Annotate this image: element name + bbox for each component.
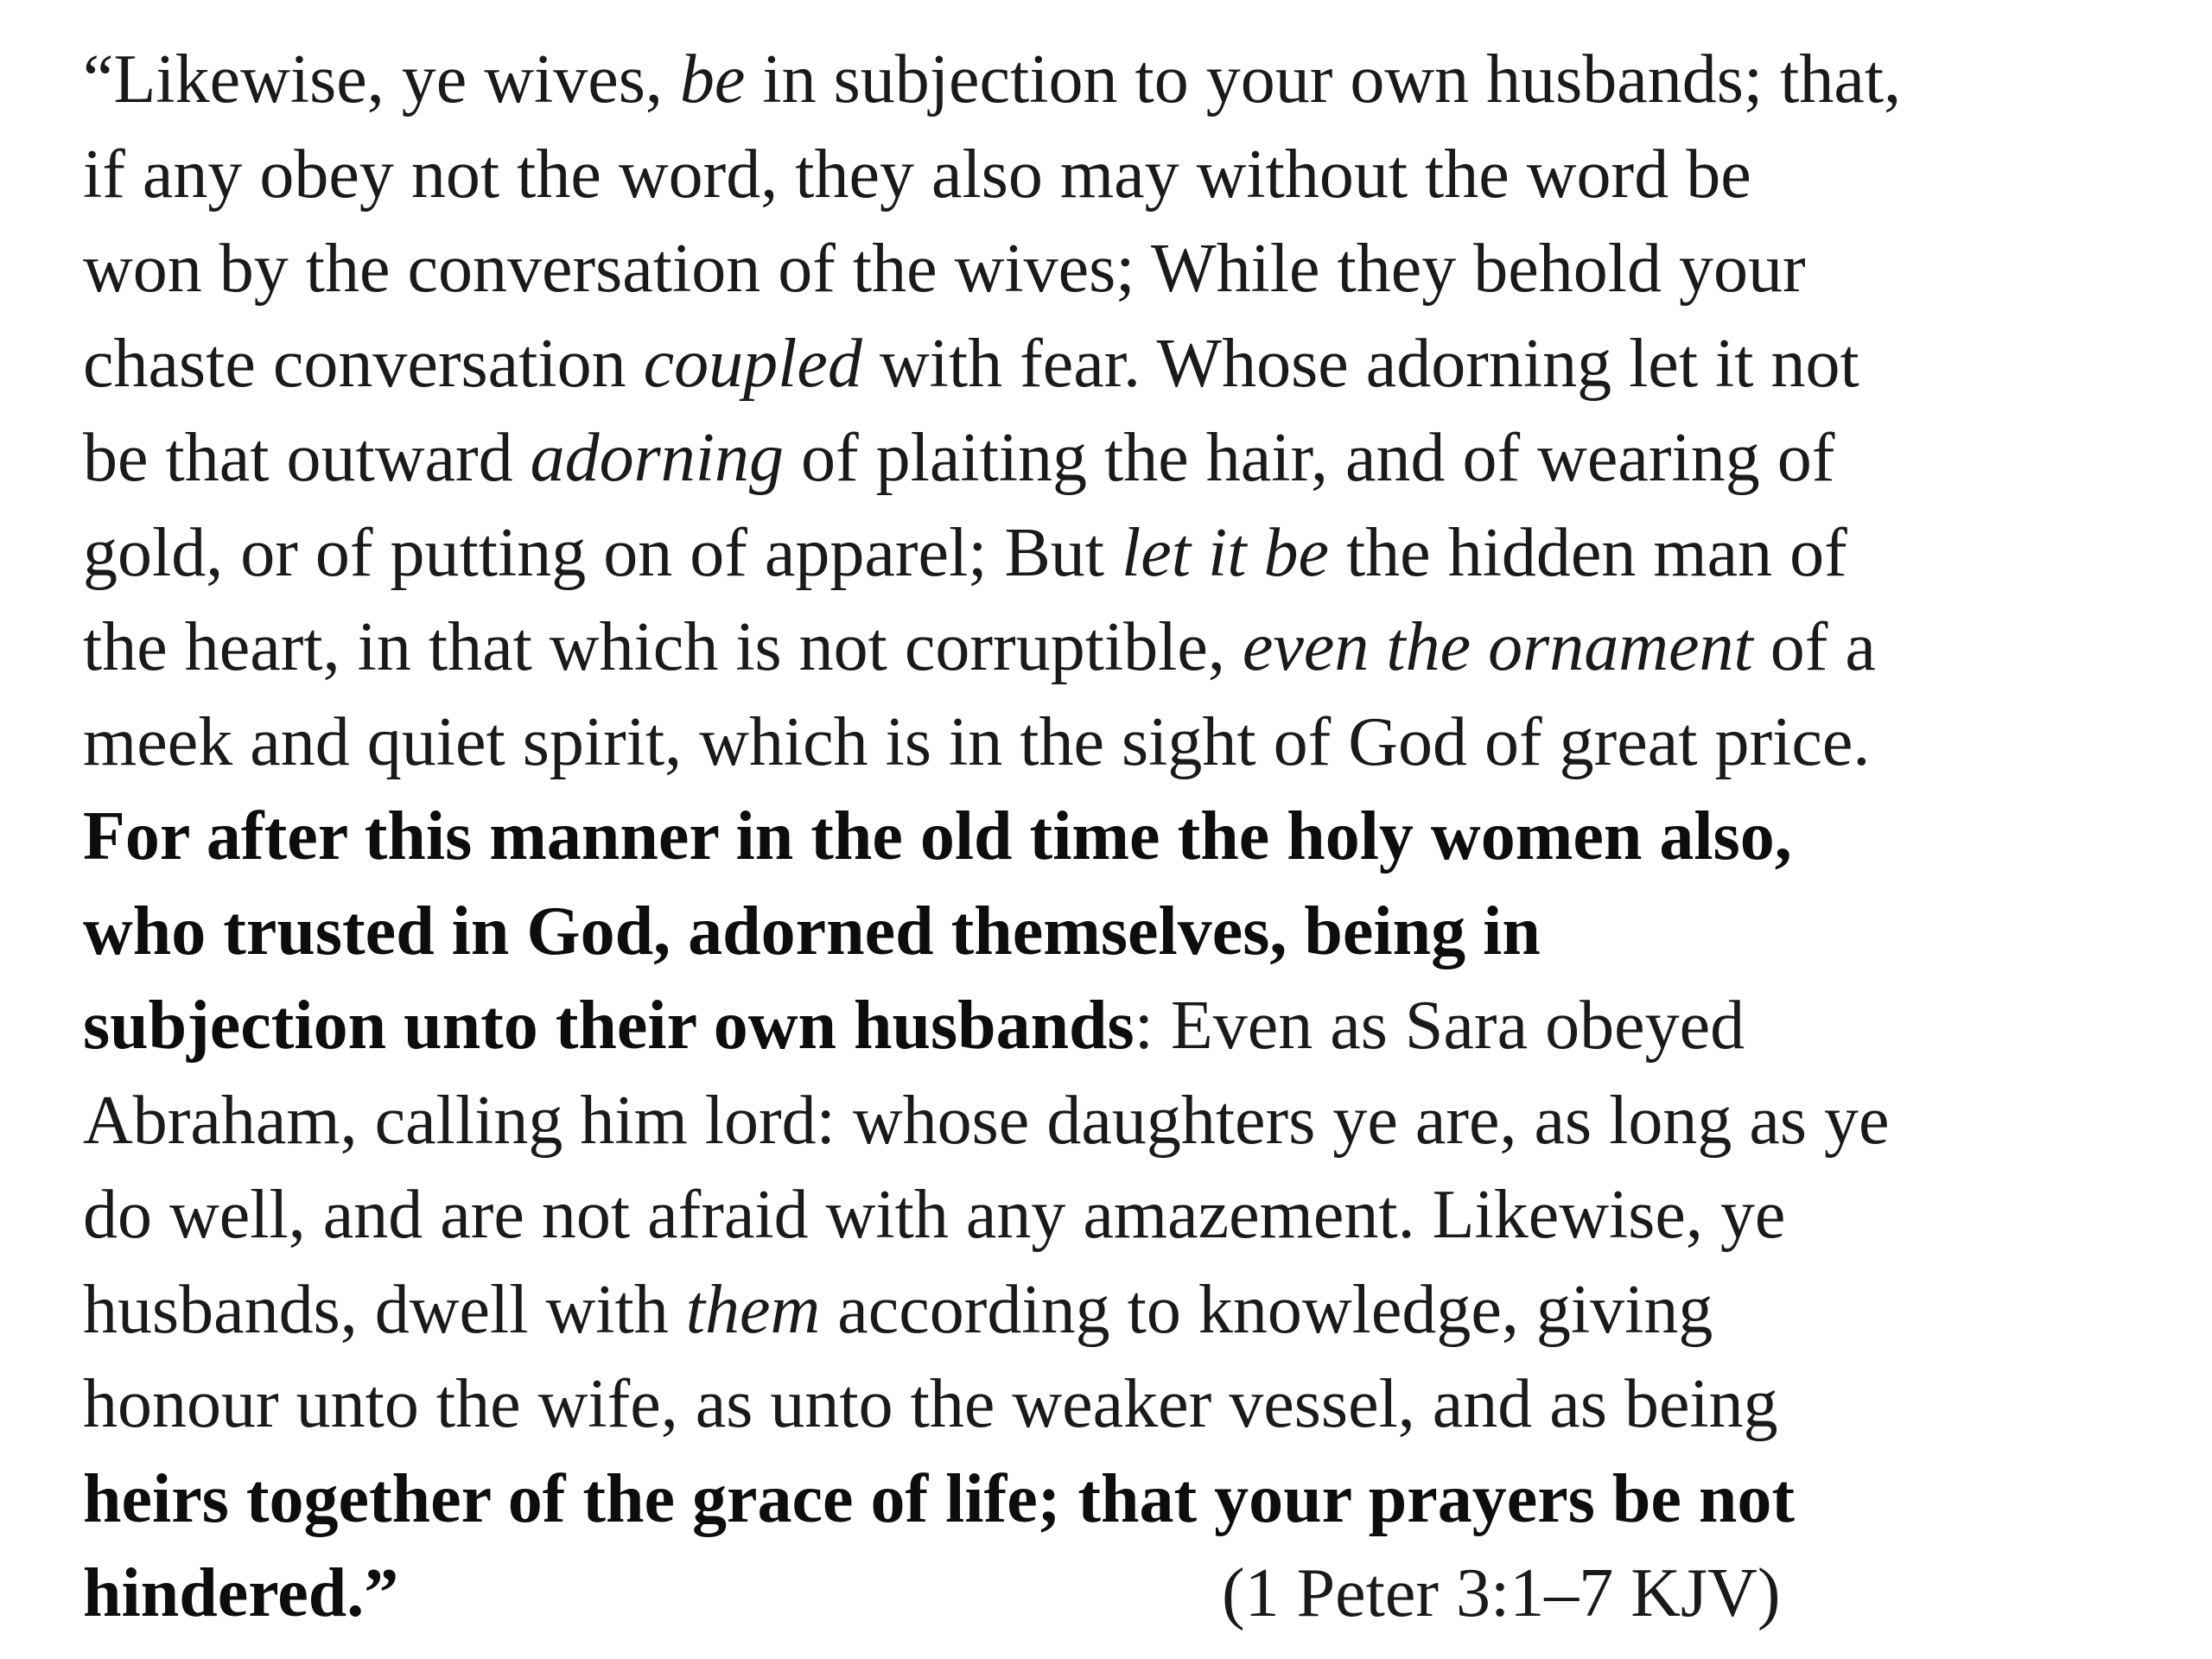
bold-text: heirs together of the grace of life; that your prayers be not: [83, 1460, 1796, 1537]
text-segment: be that outward: [83, 420, 531, 496]
passage-line: [83, 601, 2174, 696]
passage-line: [83, 506, 2174, 601]
text-segment: with fear. Whose adorning let it not: [861, 325, 1859, 402]
passage-line: [83, 1168, 2174, 1263]
italic-text: let it be: [1122, 514, 1329, 591]
passage-line: [83, 790, 2174, 885]
scripture-passage: [83, 33, 2174, 1642]
text-segment: chaste conversation: [83, 325, 644, 402]
passage-line: [83, 1357, 2174, 1452]
text-segment: won by the conversation of the wives; While they behold your: [83, 231, 1806, 307]
text-segment: do well, and are not afraid with any amazement. Likewise, ye: [83, 1177, 1786, 1253]
text-segment: : Even as Sara obeyed: [1134, 988, 1745, 1064]
passage-line: [83, 33, 2174, 128]
passage-line: [83, 222, 2174, 317]
passage-line: [83, 696, 2174, 791]
italic-text: coupled: [643, 325, 862, 402]
text-segment: meek and quiet spirit, which is in the sight of God of great price.: [83, 703, 1871, 780]
italic-text: them: [685, 1271, 821, 1348]
text-segment: husbands, dwell with: [83, 1271, 686, 1348]
scripture-citation: (1 Peter 3:1–7 KJV): [1222, 1555, 1781, 1631]
text-segment: of a: [1752, 609, 1876, 685]
passage-line: [83, 1263, 2174, 1358]
text-segment: the heart, in that which is not corruptible,: [83, 609, 1243, 685]
passage-line: [83, 411, 2174, 506]
text-segment: Abraham, calling him lord: whose daughters ye are, as long as ye: [83, 1082, 1890, 1159]
bold-text: hindered.”: [83, 1555, 399, 1631]
text-segment: gold, or of putting on of apparel; But: [83, 514, 1122, 591]
text-segment: if any obey not the word, they also may without the word be: [83, 136, 1751, 213]
passage-line: [83, 885, 2174, 980]
italic-text: be: [679, 41, 746, 118]
passage-line: [83, 317, 2174, 412]
bold-text: For after this manner in the old time the holy women also,: [83, 798, 1792, 874]
passage-line: [83, 979, 2174, 1074]
text-segment: the hidden man of: [1328, 514, 1847, 591]
italic-text: adorning: [530, 420, 784, 496]
text-segment: in subjection to your own husbands; that,: [745, 41, 1902, 118]
italic-text: even the ornament: [1242, 609, 1753, 685]
bold-text: who trusted in God, adorned themselves, being in: [83, 893, 1541, 969]
text-segment: “Likewise, ye wives,: [83, 41, 680, 118]
passage-line: [83, 128, 2174, 223]
passage-line: [83, 1452, 2174, 1548]
passage-line: [83, 1547, 2174, 1642]
text-segment: of plaiting the hair, and of wearing of: [783, 420, 1835, 496]
bold-text: subjection unto their own husbands: [83, 988, 1135, 1064]
text-segment: honour unto the wife, as unto the weaker vessel, and as being: [83, 1366, 1778, 1442]
passage-line: [83, 1074, 2174, 1169]
text-segment: according to knowledge, giving: [820, 1271, 1713, 1348]
passage-lines: [83, 33, 2174, 1642]
